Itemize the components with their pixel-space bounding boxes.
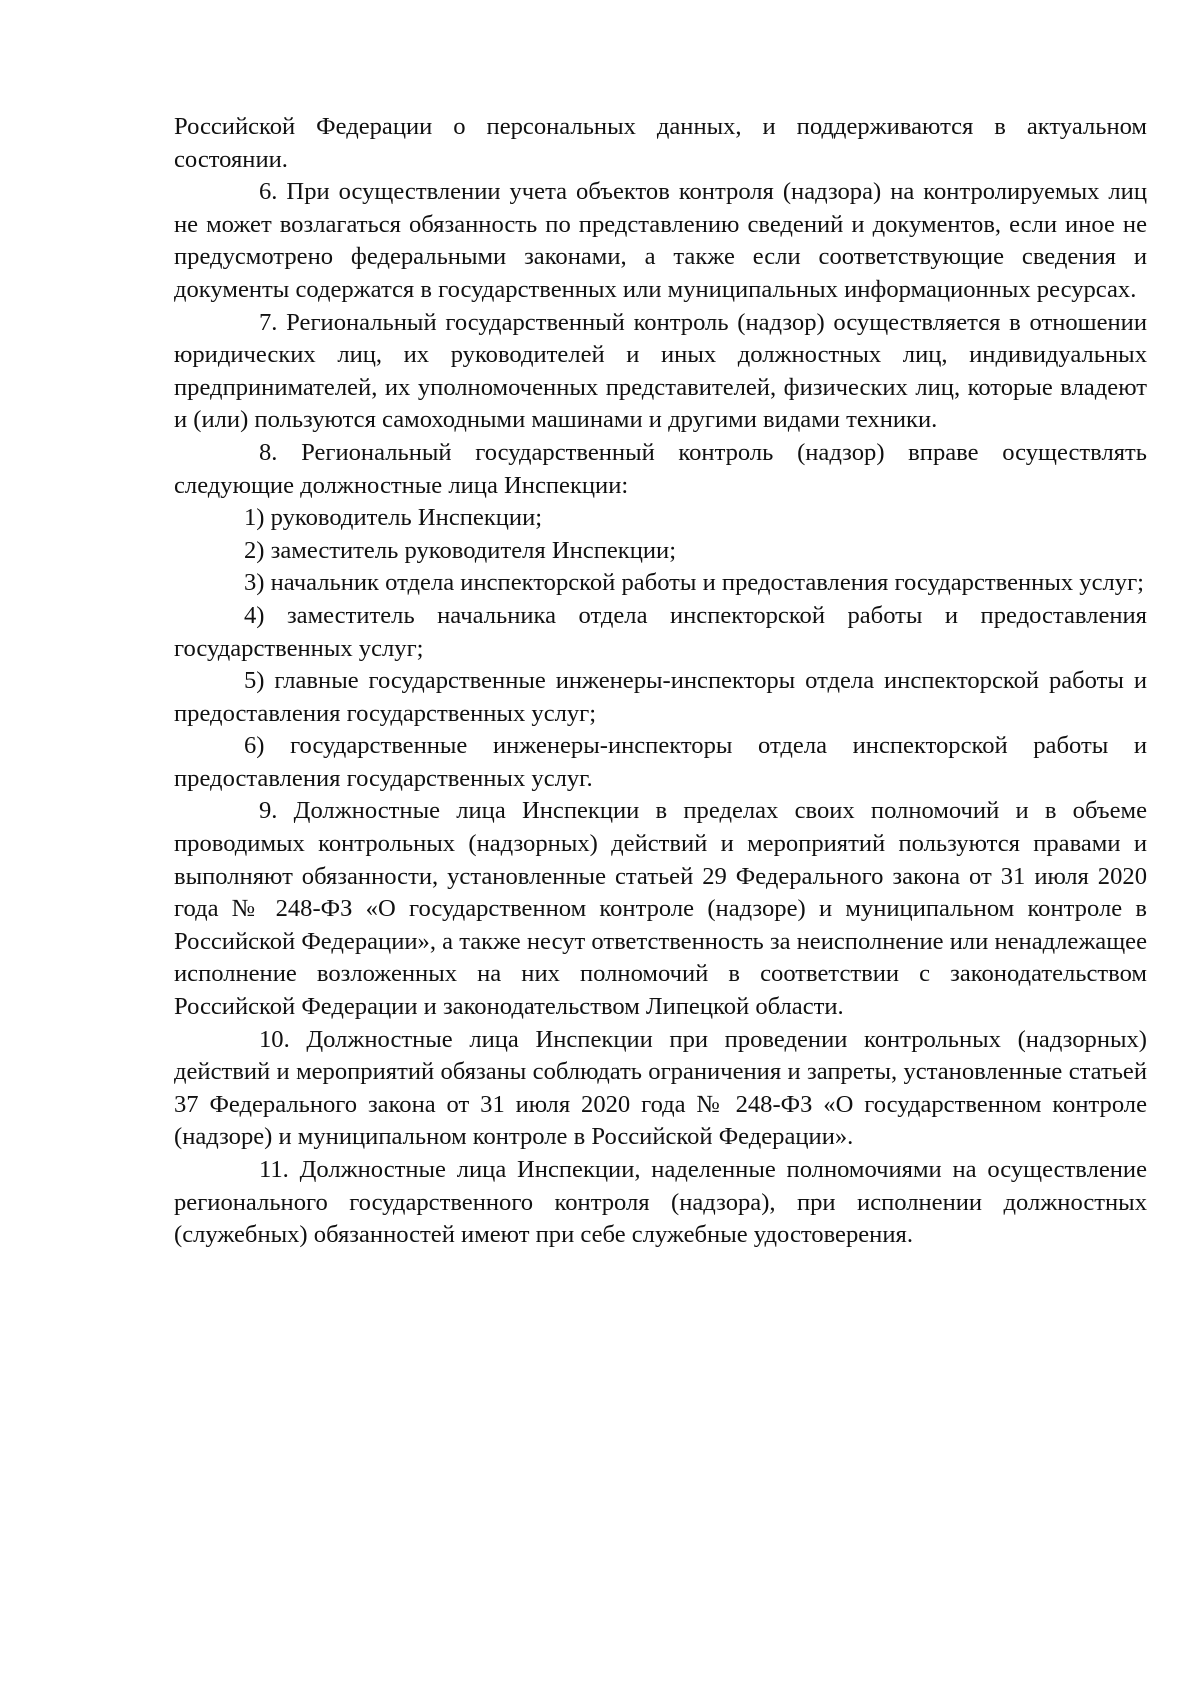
- paragraph-8: 8. Региональный государственный контроль (надзор) вправе осуществлять следующие должностные лица Инспекции:: [174, 438, 1147, 499]
- list-item-2: 2) заместитель руководителя Инспекции;: [244, 536, 677, 564]
- list-item-5: 5) главные государственные инженеры-инспекторы отдела инспекторской работы и предоставления государственных услуг;: [174, 667, 1147, 727]
- paragraph-10: 10. Должностные лица Инспекции при проведении контрольных (надзорных) действий и мероприятий обязаны соблюдать ограничения и запреты, установленные статьей 37 Федерального закона от 31 июля 2020 года № 248-ФЗ «О государственном контроле (надзоре) и муниципальном контроле в Российской Федерации».: [174, 1025, 1147, 1151]
- list-item-4: 4) заместитель начальника отдела инспекторской работы и предоставления государственных услуг;: [174, 601, 1147, 662]
- list-item-3: 3) начальник отдела инспекторской работы и предоставления государственных услуг;: [244, 569, 1145, 597]
- paragraph-7: 7. Региональный государственный контроль (надзор) осуществляется в отношении юридических лиц, их руководителей и иных должностных лиц, индивидуальных предпринимателей, их уполномоченных представителей, физических лиц, которые владеют и (или) пользуются самоходными машинами и другими видами техники.: [174, 308, 1147, 434]
- list-item-1: 1) руководитель Инспекции;: [244, 504, 543, 532]
- list-item-6: 6) государственные инженеры-инспекторы отдела инспекторской работы и предоставления государственных услуг.: [174, 732, 1147, 792]
- paragraph-9: 9. Должностные лица Инспекции в пределах своих полномочий и в объеме проводимых контрольных (надзорных) действий и мероприятий пользуются правами и выполняют обязанности, установленные статьей 29 Федерального закона от 31 июля 2020 года № 248-ФЗ «О государственном контроле (надзоре) и муниципальном контроле в Российской Федерации», а также несут ответственность за неисполнение или ненадлежащее исполнение возложенных на них полномочий в соответствии с законодательством Российской Федерации и законодательством Липецкой области.: [174, 797, 1147, 1021]
- paragraph-11: 11. Должностные лица Инспекции, наделенные полномочиями на осуществление регионального государственного контроля (надзора), при исполнении должностных (служебных) обязанностей имеют при себе служебные удостоверения.: [174, 1156, 1147, 1249]
- paragraph-6: 6. При осуществлении учета объектов контроля (надзора) на контролируемых лиц не может возлагаться обязанность по представлению сведений и документов, если иное не предусмотрено федеральными законами, а также если соответствующие сведения и документы содержатся в государственных или муниципальных информационных ресурсах.: [174, 178, 1147, 303]
- paragraph-continuation: Российской Федерации о персональных данных, и поддерживаются в актуальном состоянии.: [174, 113, 1147, 173]
- document-body: [174, 111, 1147, 1252]
